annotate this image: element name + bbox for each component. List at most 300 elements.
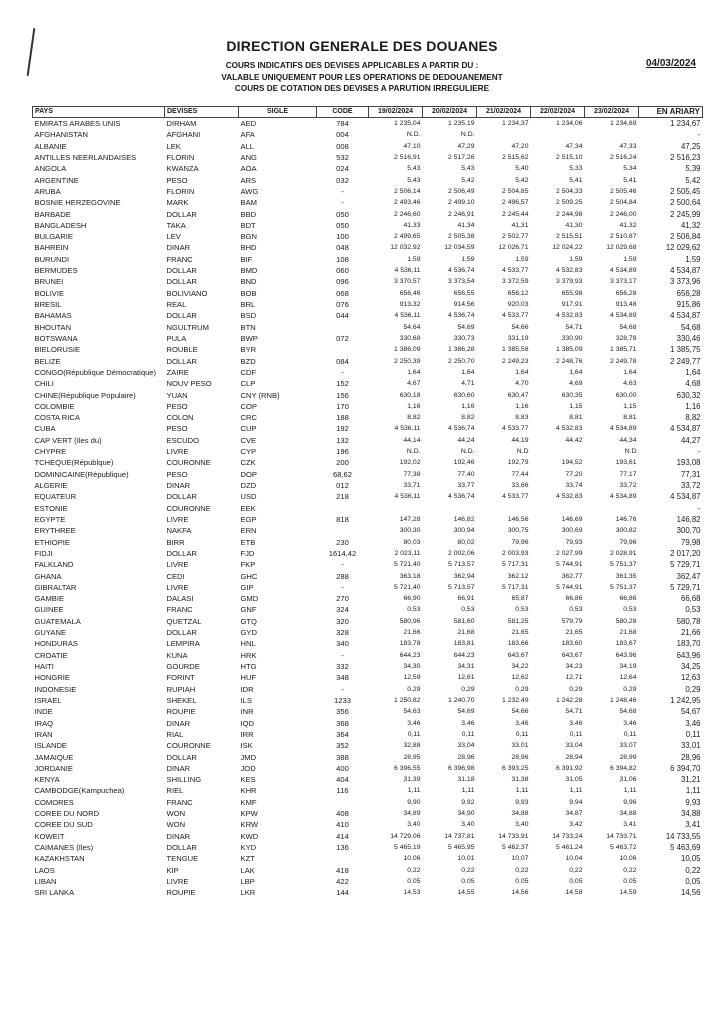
cell-pays: COLOMBIE bbox=[34, 401, 75, 411]
cell-rate-1: 300,30 bbox=[399, 527, 421, 535]
cell-rate-4: 4 532,83 bbox=[556, 493, 583, 501]
cell-rate-1: 8,82 bbox=[407, 414, 421, 422]
cell-sigle: INR bbox=[240, 707, 254, 717]
cell-sigle: ARS bbox=[240, 175, 257, 185]
cell-rate-3: 33,66 bbox=[511, 482, 529, 489]
cell-rate-1: 77,38 bbox=[403, 470, 421, 478]
cell-rate-2: 8,82 bbox=[461, 414, 475, 422]
cell-en-ariary: 0,05 bbox=[685, 876, 701, 886]
cell-rate-2: 183,81 bbox=[453, 640, 475, 648]
table-row bbox=[33, 627, 703, 638]
table-row bbox=[33, 299, 703, 310]
cell-rate-4: 2 515,51 bbox=[556, 233, 583, 241]
cell-sigle: BWP bbox=[240, 333, 258, 343]
cell-en-ariary: 54,67 bbox=[680, 707, 701, 717]
cell-code: 076 bbox=[336, 300, 349, 309]
cell-rate-2: N.D. bbox=[460, 448, 475, 456]
table-row bbox=[33, 356, 703, 367]
cell-pays: BRUNEI bbox=[34, 277, 64, 287]
cell-code: 196 bbox=[336, 447, 349, 457]
cell-sigle: KHR bbox=[240, 786, 257, 796]
cell-rate-2: 5 713,57 bbox=[448, 561, 475, 569]
cell-rate-1: 4 536,11 bbox=[394, 267, 421, 275]
cell-rate-3: 5 462,37 bbox=[502, 844, 529, 851]
cell-rate-4 bbox=[531, 446, 585, 457]
table-row bbox=[33, 129, 703, 140]
cell-sigle: KZT bbox=[240, 854, 255, 864]
cell-rate-5: 2 246,00 bbox=[610, 210, 637, 218]
cell-rate-5: 2 505,46 bbox=[610, 187, 637, 195]
cell-rate-2: 31,18 bbox=[457, 776, 475, 784]
cell-rate-4: 655,98 bbox=[561, 289, 583, 297]
cell-rate-5: 1,64 bbox=[623, 368, 637, 376]
cell-devise: COLON bbox=[166, 413, 194, 423]
cell-rate-3: 4 533,77 bbox=[502, 267, 529, 275]
cell-code: 332 bbox=[336, 662, 349, 671]
cell-rate-4: 0,11 bbox=[569, 730, 583, 738]
cell-rate-1: 44,14 bbox=[403, 436, 421, 444]
col-header-date-2: 20/02/2024 bbox=[423, 107, 477, 118]
cell-rate-4: 54,71 bbox=[565, 708, 583, 716]
cell-sigle: JOD bbox=[240, 763, 256, 773]
cell-rate-5: 4,63 bbox=[623, 380, 637, 388]
cell-sigle: BMD bbox=[240, 266, 258, 276]
cell-sigle: DZD bbox=[240, 481, 257, 490]
cell-rate-1: 28,95 bbox=[403, 753, 421, 761]
cell-rate-1: 3,40 bbox=[407, 821, 421, 829]
cell-code: - bbox=[341, 560, 344, 570]
cell-pays: BERMUDES bbox=[34, 266, 78, 276]
cell-devise: SHEKEL bbox=[166, 695, 197, 705]
cell-en-ariary: 5 463,69 bbox=[670, 843, 701, 852]
cell-rate-2: 5 465,95 bbox=[448, 844, 475, 851]
cell-rate-1: 2 516,91 bbox=[394, 153, 421, 161]
cell-sigle: CYP bbox=[240, 447, 257, 457]
cell-rate-1: 6 396,55 bbox=[394, 764, 421, 772]
cell-sigle: KPW bbox=[240, 809, 258, 819]
cell-rate-5: 580,28 bbox=[615, 617, 637, 625]
cell-rate-1: 913,32 bbox=[399, 301, 421, 308]
cell-rate-3: 643,67 bbox=[507, 651, 529, 659]
table-row bbox=[33, 491, 703, 502]
cell-sigle: CUP bbox=[240, 424, 257, 434]
cell-rate-3 bbox=[477, 129, 531, 140]
cell-rate-5: 21,68 bbox=[619, 629, 637, 637]
cell-devise: DINAR bbox=[166, 831, 191, 841]
cell-sigle: JMD bbox=[240, 752, 257, 762]
cell-code: 340 bbox=[336, 639, 349, 649]
cell-code bbox=[317, 322, 369, 333]
cell-devise: GOURDE bbox=[166, 662, 200, 671]
cell-pays: BELIZE bbox=[34, 356, 61, 366]
cell-rate-2: 2 506,49 bbox=[448, 187, 475, 195]
cell-code: - bbox=[341, 186, 344, 196]
cell-devise: DOLLAR bbox=[166, 548, 197, 558]
cell-code: 156 bbox=[336, 390, 349, 400]
cell-devise: LIVRE bbox=[166, 876, 189, 886]
cell-en-ariary: 12 029,62 bbox=[665, 243, 701, 253]
table-row bbox=[33, 423, 703, 434]
cell-rate-5: 8,81 bbox=[623, 414, 637, 422]
cell-pays: HONDURAS bbox=[34, 639, 78, 649]
cell-rate-3: 31,38 bbox=[511, 776, 529, 784]
cell-rate-2: 2 002,06 bbox=[448, 549, 475, 557]
cell-code: 008 bbox=[336, 141, 349, 151]
cell-rate-2: 330,73 bbox=[453, 334, 475, 342]
cell-rate-4: 6 391,92 bbox=[556, 764, 583, 772]
cell-en-ariary: 2 516,23 bbox=[670, 152, 701, 162]
cell-rate-1: 33,71 bbox=[403, 482, 421, 489]
page-title: DIRECTION GENERALE DES DOUANES bbox=[226, 38, 498, 54]
cell-sigle: AFA bbox=[240, 130, 255, 140]
cell-rate-5: N.D bbox=[624, 448, 637, 456]
cell-rate-5: 3,46 bbox=[623, 719, 637, 727]
cell-devise: FLORIN bbox=[166, 186, 195, 196]
cell-rate-4: 1 242,28 bbox=[556, 696, 583, 704]
cell-rate-3: 65,87 bbox=[511, 595, 529, 603]
table-row bbox=[33, 503, 703, 514]
cell-rate-5: 2 510,87 bbox=[610, 233, 637, 241]
cell-rate-5: 77,17 bbox=[619, 470, 637, 478]
cell-rate-1: 2 499,65 bbox=[394, 233, 421, 241]
cell-rate-1: 4,67 bbox=[407, 380, 421, 388]
cell-rate-4: 21,65 bbox=[565, 629, 583, 637]
cell-devise: ROUPIE bbox=[166, 888, 196, 898]
cell-devise: COURONNE bbox=[166, 458, 211, 468]
cell-rate-4: 54,71 bbox=[565, 323, 583, 331]
cell-code: 1614,42 bbox=[328, 548, 357, 558]
cell-pays: ETHIOPIE bbox=[34, 537, 70, 547]
cell-en-ariary: 3,46 bbox=[685, 718, 701, 728]
cell-en-ariary: 0,11 bbox=[685, 729, 701, 739]
cell-devise: KUNA bbox=[166, 650, 188, 660]
cell-rate-1: 147,28 bbox=[399, 515, 421, 523]
cell-pays: COSTA RICA bbox=[34, 413, 80, 423]
cell-rate-3: 4 533,77 bbox=[502, 425, 529, 433]
cell-rate-4: 0,53 bbox=[569, 606, 583, 614]
cell-rate-1: 0,22 bbox=[407, 866, 421, 874]
cell-en-ariary: 5,39 bbox=[685, 164, 701, 174]
cell-en-ariary: 300,70 bbox=[676, 526, 701, 536]
cell-rate-3: 4 533,77 bbox=[502, 312, 529, 320]
col-header-devises: DEVISES bbox=[165, 107, 239, 118]
cell-rate-2: 54,69 bbox=[457, 323, 475, 331]
cell-rate-5: 2 516,24 bbox=[610, 153, 637, 161]
cell-sigle: AWG bbox=[240, 186, 259, 196]
cell-code: 270 bbox=[336, 594, 349, 604]
table-row bbox=[33, 254, 703, 265]
cell-code: 044 bbox=[336, 311, 349, 321]
cell-rate-1: 3 370,57 bbox=[394, 278, 421, 286]
table-row bbox=[33, 220, 703, 231]
cell-rate-4: 3,42 bbox=[569, 821, 583, 829]
cell-rate-2: 4 536,74 bbox=[448, 425, 475, 433]
cell-rate-4: 194,52 bbox=[561, 459, 583, 467]
cell-sigle: HRK bbox=[240, 650, 257, 660]
cell-rate-1: 4 536,11 bbox=[394, 312, 421, 320]
cell-code: 012 bbox=[336, 481, 349, 490]
cell-devise: CEDI bbox=[166, 571, 185, 581]
cell-rate-3: 5 717,31 bbox=[502, 583, 529, 591]
cell-rate-1: 183,78 bbox=[399, 640, 421, 648]
cell-rate-4: 2 515,10 bbox=[556, 153, 583, 161]
cell-sigle: HTG bbox=[240, 662, 257, 671]
cell-rate-5: 1,59 bbox=[623, 255, 637, 263]
cell-devise: COURONNE bbox=[166, 741, 211, 751]
cell-rate-4: 146,69 bbox=[561, 515, 583, 523]
cell-devise: ROUBLE bbox=[166, 345, 198, 355]
cell-code: 084 bbox=[336, 356, 349, 366]
table-row bbox=[33, 344, 703, 355]
cell-devise: LIVRE bbox=[166, 447, 189, 457]
cell-rate-5: 183,67 bbox=[615, 640, 637, 648]
cell-rate-3: 47,20 bbox=[511, 142, 529, 150]
cell-rate-2: 2 505,38 bbox=[448, 233, 475, 241]
cell-devise: DOLLAR bbox=[166, 266, 197, 276]
cell-rate-1: 12,59 bbox=[403, 674, 421, 682]
cell-devise: LEK bbox=[166, 141, 181, 151]
cell-rate-5: 4 534,89 bbox=[610, 312, 637, 320]
cell-pays: EGYPTE bbox=[34, 514, 66, 524]
cell-rate-5: 656,28 bbox=[615, 289, 637, 297]
cell-sigle: BOB bbox=[240, 288, 257, 298]
cell-en-ariary: 12,63 bbox=[680, 673, 701, 683]
cell-sigle: BDT bbox=[240, 220, 256, 230]
cell-rate-4: 2 248,76 bbox=[556, 357, 583, 365]
cell-en-ariary: 2 500,64 bbox=[670, 198, 701, 208]
col-header-date-1: 19/02/2024 bbox=[369, 107, 423, 118]
cell-rate-1: 34,30 bbox=[403, 663, 421, 670]
col-header-code: CODE bbox=[317, 107, 369, 118]
cell-rate-5 bbox=[585, 129, 639, 140]
cell-en-ariary: 915,86 bbox=[676, 300, 701, 309]
cell-code: 004 bbox=[336, 130, 349, 140]
cell-rate-2: 644,23 bbox=[453, 651, 475, 659]
cell-rate-4: 33,74 bbox=[565, 482, 583, 489]
cell-devise: LEMPIRA bbox=[166, 639, 200, 649]
cell-pays: GAMBIE bbox=[34, 594, 65, 604]
cell-rate-2: 3,46 bbox=[461, 719, 475, 727]
cell-en-ariary: 47,25 bbox=[680, 141, 701, 151]
table-row bbox=[33, 457, 703, 468]
cell-rate-4: 5,41 bbox=[569, 176, 583, 184]
cell-en-ariary: 146,82 bbox=[676, 514, 701, 524]
cell-rate-3: 183,66 bbox=[507, 640, 529, 648]
cell-en-ariary: 5 729,71 bbox=[670, 560, 701, 570]
cell-code: 324 bbox=[336, 605, 349, 615]
cell-en-ariary: 580,78 bbox=[676, 616, 701, 626]
cell-en-ariary: 79,98 bbox=[680, 537, 701, 547]
cell-pays: ALGERIE bbox=[34, 481, 68, 490]
table-row bbox=[33, 242, 703, 253]
cell-rate-3: 1 234,37 bbox=[502, 120, 529, 127]
cell-rate-4: 66,86 bbox=[565, 595, 583, 603]
cell-rate-3: 10,07 bbox=[511, 855, 529, 863]
subtitle-line-1: COURS INDICATIFS DES DEVISES APPLICABLES A PARTIR DU : bbox=[225, 61, 479, 70]
table-row bbox=[33, 118, 703, 130]
cell-code bbox=[317, 503, 369, 514]
cell-en-ariary: 2 249,77 bbox=[670, 356, 701, 366]
cell-rate-3 bbox=[477, 503, 531, 514]
cell-rate-2: 0,05 bbox=[461, 877, 475, 885]
cell-pays: ARGENTINE bbox=[34, 175, 79, 185]
cell-rate-3: 34,22 bbox=[511, 663, 529, 670]
cell-rate-1: 1,11 bbox=[407, 787, 421, 795]
cell-rate-5: 12,64 bbox=[619, 674, 637, 682]
cell-rate-3: 12 026,71 bbox=[498, 244, 529, 252]
cell-devise: DOLLAR bbox=[166, 356, 197, 366]
cell-devise: WON bbox=[166, 820, 186, 830]
cell-pays: ALBANIE bbox=[34, 141, 67, 151]
cell-rate-1: 1 386,09 bbox=[394, 346, 421, 354]
cell-rate-5: 5 463,72 bbox=[610, 844, 637, 851]
cell-rate-2: 2 499,10 bbox=[448, 199, 475, 207]
cell-sigle: IRR bbox=[240, 729, 254, 739]
cell-devise: PESO bbox=[166, 401, 188, 411]
cell-rate-4: 579,79 bbox=[561, 617, 583, 625]
cell-rate-4: 2 504,33 bbox=[556, 187, 583, 195]
cell-pays: CONGO(République Démocratique) bbox=[34, 367, 157, 377]
cell-rate-1: 0,29 bbox=[407, 685, 421, 693]
table-row bbox=[33, 322, 703, 333]
cell-rate-5: 14 733,71 bbox=[606, 832, 637, 840]
cell-sigle: KWD bbox=[240, 831, 259, 841]
cell-rate-2: 4 536,74 bbox=[448, 267, 475, 275]
cell-sigle: BIF bbox=[240, 254, 253, 264]
cell-sigle: CRC bbox=[240, 413, 257, 423]
table-row bbox=[33, 842, 703, 853]
cell-rate-2: 54,69 bbox=[457, 708, 475, 716]
cell-rate-2: 1,64 bbox=[461, 368, 475, 376]
cell-devise: MARK bbox=[166, 198, 189, 208]
cell-rate-2: 12,61 bbox=[457, 674, 475, 682]
cell-devise: BIRR bbox=[166, 537, 185, 547]
cell-pays: DOMINICAINE(République) bbox=[34, 469, 129, 479]
cell-rate-3: 79,96 bbox=[511, 538, 529, 546]
cell-sigle: BYR bbox=[240, 345, 257, 355]
cell-en-ariary: 630,32 bbox=[676, 390, 701, 400]
table-row bbox=[33, 853, 703, 864]
cell-code: 024 bbox=[336, 164, 349, 174]
cell-rate-5: 3 373,17 bbox=[610, 278, 637, 286]
cell-en-ariary: - bbox=[697, 130, 701, 140]
cell-pays: TCHEQUE(Républque) bbox=[34, 458, 114, 468]
cell-pays: BAHREIN bbox=[34, 243, 69, 253]
cell-rate-1: 4 536,11 bbox=[394, 493, 421, 501]
table-row bbox=[33, 672, 703, 683]
cell-rate-3: 331,19 bbox=[507, 334, 529, 342]
cell-rate-1: 330,68 bbox=[399, 334, 421, 342]
cell-sigle: DOP bbox=[240, 469, 257, 479]
cell-rate-5: 33,07 bbox=[619, 742, 637, 750]
cell-rate-1: 41,33 bbox=[403, 221, 421, 229]
cell-rate-2: 300,94 bbox=[453, 527, 475, 535]
cell-rate-2: 80,02 bbox=[457, 538, 475, 546]
cell-en-ariary: 1,16 bbox=[685, 401, 701, 411]
cell-sigle: LAK bbox=[240, 865, 255, 875]
cell-devise: LEV bbox=[166, 232, 181, 242]
cell-rate-2: 77,40 bbox=[457, 470, 475, 478]
cell-rate-2: 14 737,81 bbox=[444, 832, 475, 840]
cell-en-ariary: 34,88 bbox=[680, 809, 701, 819]
cell-rate-5: 1 248,46 bbox=[610, 696, 637, 704]
cell-pays: GHANA bbox=[34, 571, 62, 581]
cell-sigle: GHC bbox=[240, 571, 258, 581]
cell-rate-4: 5 744,91 bbox=[556, 561, 583, 569]
cell-rate-1: 1 235,04 bbox=[394, 120, 421, 127]
cell-rate-2: 630,60 bbox=[453, 391, 475, 399]
cell-rate-5: 1,15 bbox=[623, 402, 637, 410]
cell-devise: DINAR bbox=[166, 481, 191, 490]
cell-pays: ISLANDE bbox=[34, 741, 67, 751]
cell-rate-5: 79,96 bbox=[619, 538, 637, 546]
cell-rate-2: 33,77 bbox=[457, 482, 475, 489]
col-header-pays: PAYS bbox=[33, 107, 165, 118]
cell-rate-3: 34,88 bbox=[511, 810, 529, 818]
cell-code: 68,62 bbox=[332, 469, 352, 479]
cell-devise: DOLLAR bbox=[166, 628, 197, 638]
cell-rate-3: 3 372,59 bbox=[502, 278, 529, 286]
cell-rate-3: 54,66 bbox=[511, 708, 529, 716]
cell-rate-1: 5,43 bbox=[407, 176, 421, 184]
cell-code: 422 bbox=[336, 876, 349, 886]
cell-rate-1: 34,89 bbox=[403, 810, 421, 818]
cell-en-ariary: 28,96 bbox=[680, 752, 701, 762]
cell-en-ariary: 5 729,71 bbox=[670, 582, 701, 592]
cell-rate-5: 5,34 bbox=[623, 165, 637, 173]
cell-devise: QUETZAL bbox=[166, 616, 202, 626]
cell-rate-4: 79,93 bbox=[565, 538, 583, 546]
cell-en-ariary: 3 373,96 bbox=[670, 277, 701, 287]
cell-rate-3: 2 502,77 bbox=[502, 233, 529, 241]
publication-date: 04/03/2024 bbox=[645, 58, 696, 69]
table-row bbox=[33, 469, 703, 480]
cell-code: - bbox=[341, 684, 344, 694]
cell-sigle: GTQ bbox=[240, 616, 257, 626]
cell-en-ariary: - bbox=[697, 447, 701, 457]
cell-code: 368 bbox=[336, 718, 349, 728]
cell-en-ariary: - bbox=[697, 503, 701, 513]
cell-pays: CHILI bbox=[34, 379, 54, 389]
cell-rate-3: 5 717,31 bbox=[502, 561, 529, 569]
cell-code: - bbox=[341, 198, 344, 208]
cell-rate-1: 14,53 bbox=[403, 889, 421, 897]
cell-rate-5: 0,53 bbox=[623, 606, 637, 614]
cell-pays: INDONESIE bbox=[34, 684, 77, 694]
cell-en-ariary: 8,82 bbox=[685, 413, 701, 423]
cell-rate-3: 656,12 bbox=[507, 289, 529, 297]
cell-sigle: ETB bbox=[240, 537, 256, 547]
cell-en-ariary: 2 506,84 bbox=[670, 232, 701, 242]
cell-sigle: KYD bbox=[240, 843, 257, 852]
cell-rate-4: 1,11 bbox=[569, 787, 583, 795]
cell-code: 348 bbox=[336, 673, 349, 683]
cell-rate-5: 361,35 bbox=[615, 572, 637, 580]
cell-rate-1: 0,11 bbox=[407, 730, 421, 738]
cell-rate-1: 0,53 bbox=[407, 606, 421, 614]
cell-pays: FIDJI bbox=[34, 548, 53, 558]
cell-devise: LIVRE bbox=[166, 560, 189, 570]
cell-rate-1: 363,18 bbox=[399, 572, 421, 580]
cell-rate-2: 41,34 bbox=[457, 221, 475, 229]
cell-rate-5: 9,96 bbox=[623, 798, 637, 806]
cell-en-ariary: 0,29 bbox=[685, 684, 701, 694]
table-row bbox=[33, 525, 703, 536]
cell-pays: JAMAIQUE bbox=[34, 752, 74, 762]
cell-rate-4: 4 532,83 bbox=[556, 425, 583, 433]
cell-devise: COURONNE bbox=[166, 503, 211, 513]
subtitle-line-2: VALABLE UNIQUEMENT POUR LES OPERATIONS DE DEDOUANEMENT bbox=[221, 73, 503, 82]
